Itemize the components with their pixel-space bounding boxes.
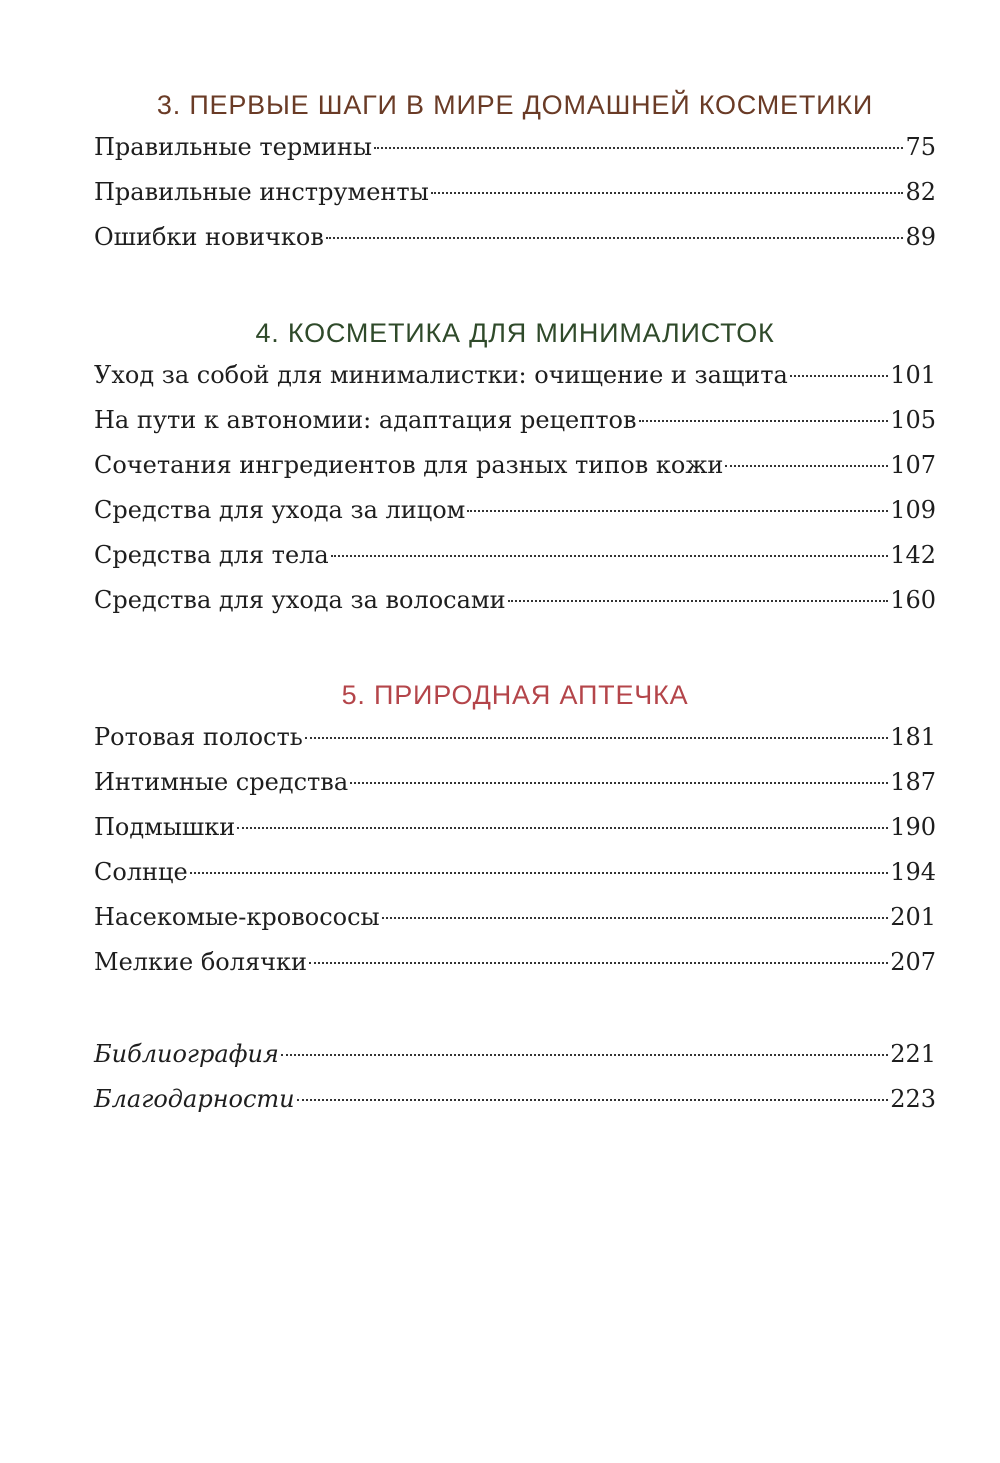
toc-entry-label: Ротовая полость: [94, 723, 303, 751]
toc-entry-label: Сочетания ингредиентов для разных типов кожи: [94, 451, 724, 479]
toc-entry-label: Уход за собой для минималистки: очищение и защита: [94, 361, 788, 389]
section-5-title: 5. ПРИРОДНАЯ АПТЕЧКА: [341, 680, 689, 710]
toc-entry-page: 181: [890, 723, 936, 751]
toc-entry[interactable]: [94, 215, 936, 260]
toc-entry-bibliography[interactable]: [94, 1032, 936, 1077]
toc-entry[interactable]: [94, 895, 936, 940]
toc-entry-page: 105: [890, 406, 936, 434]
toc-entry-label: На пути к автономии: адаптация рецептов: [94, 406, 637, 434]
toc-entry[interactable]: [94, 760, 936, 805]
dot-leader: [508, 600, 889, 602]
toc-entry[interactable]: [94, 353, 936, 398]
toc-entry-page: 187: [890, 768, 936, 796]
toc-entry[interactable]: [94, 805, 936, 850]
toc-entry-label: Солнце: [94, 858, 188, 886]
dot-leader: [326, 237, 904, 239]
dot-leader: [374, 147, 903, 149]
toc-entry-page: 221: [890, 1040, 936, 1068]
toc-entry-label: Благодарности: [94, 1085, 295, 1113]
toc-entry-label: Ошибки новичков: [94, 223, 324, 251]
toc-entry-label: Средства для ухода за волосами: [94, 586, 506, 614]
toc-entry[interactable]: [94, 715, 936, 760]
back-matter: [94, 1032, 936, 1122]
toc-entry[interactable]: [94, 488, 936, 533]
toc-entry-label: Интимные средства: [94, 768, 349, 796]
dot-leader: [382, 917, 889, 919]
toc-entry-acknowledgements[interactable]: [94, 1077, 936, 1122]
dot-leader: [305, 737, 888, 739]
toc-entry-page: 142: [890, 541, 936, 569]
toc-entry-label: Средства для тела: [94, 541, 329, 569]
dot-leader: [309, 962, 888, 964]
section-3: [94, 85, 936, 260]
dot-leader: [725, 465, 888, 467]
section-4: [94, 313, 936, 623]
dot-leader: [237, 827, 888, 829]
toc-entry-page: 223: [890, 1085, 936, 1113]
toc-entry-label: Насекомые-кровососы: [94, 903, 380, 931]
toc-entry[interactable]: [94, 398, 936, 443]
toc-entry-label: Средства для ухода за лицом: [94, 496, 466, 524]
toc-entry-page: 82: [905, 178, 936, 206]
section-5: [94, 675, 936, 985]
toc-entry-page: 194: [890, 858, 936, 886]
toc-entry-label: Правильные термины: [94, 133, 372, 161]
toc-entry[interactable]: [94, 125, 936, 170]
toc-entry-page: 160: [890, 586, 936, 614]
toc-entry[interactable]: [94, 578, 936, 623]
toc-entry-page: 190: [890, 813, 936, 841]
section-3-title: 3. ПЕРВЫЕ ШАГИ В МИРЕ ДОМАШНЕЙ КОСМЕТИКИ: [156, 90, 874, 120]
dot-leader: [431, 192, 904, 194]
toc-entry-label: Мелкие болячки: [94, 948, 307, 976]
toc-entry[interactable]: [94, 443, 936, 488]
toc-entry-page: 101: [890, 361, 936, 389]
dot-leader: [297, 1099, 889, 1101]
dot-leader: [331, 555, 888, 557]
dot-leader: [639, 420, 889, 422]
toc-entry[interactable]: [94, 170, 936, 215]
toc-entry-page: 75: [905, 133, 936, 161]
section-4-title: 4. КОСМЕТИКА ДЛЯ МИНИМАЛИСТОК: [255, 318, 775, 348]
dot-leader: [467, 510, 888, 512]
toc-entry-page: 109: [890, 496, 936, 524]
toc-entry-page: 107: [890, 451, 936, 479]
dot-leader: [281, 1054, 888, 1056]
toc-entry-page: 201: [890, 903, 936, 931]
toc-entry-label: Библиография: [94, 1040, 279, 1068]
toc-entry[interactable]: [94, 850, 936, 895]
toc-entry-page: 89: [905, 223, 936, 251]
toc-entry-page: 207: [890, 948, 936, 976]
dot-leader: [190, 872, 888, 874]
toc-entry[interactable]: [94, 940, 936, 985]
toc-entry-label: Правильные инструменты: [94, 178, 429, 206]
toc-entry[interactable]: [94, 533, 936, 578]
toc-entry-label: Подмышки: [94, 813, 236, 841]
dot-leader: [350, 782, 888, 784]
dot-leader: [790, 375, 888, 377]
